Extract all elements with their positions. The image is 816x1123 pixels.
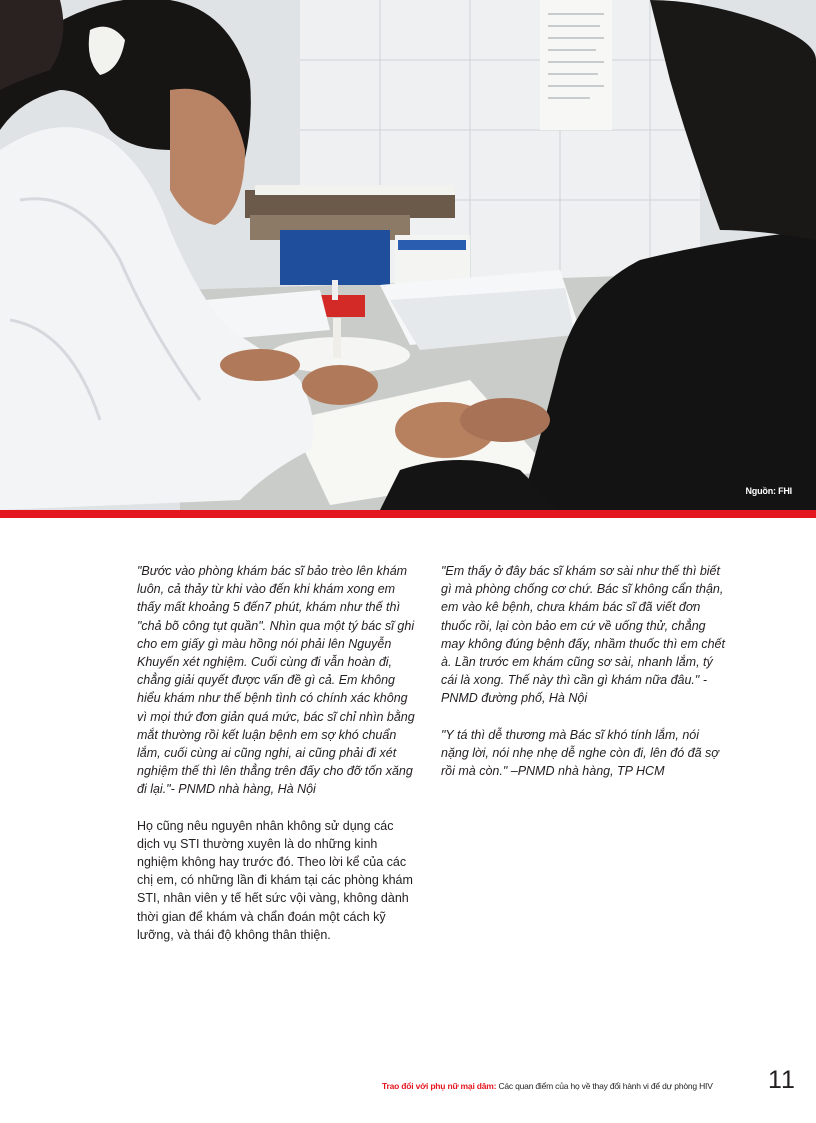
clinic-photo <box>0 0 816 510</box>
photo-credit: Nguồn: FHI <box>745 486 792 496</box>
quote-hanoi-street: "Em thấy ở đây bác sĩ khám sơ sài như thế thì biết gì mà phòng chống cơ chứ. Bác sĩ không cẩn thận, em vào kê bệnh, chưa khám bác sĩ đã viết đơn thuốc rồi, lại còn bảo em cứ về uống thử, chẳng may không đúng bệnh đấy, nhầm thuốc thì em chết à. Lần trước em khám cũng sơ sài, nhanh lắm, tý cái là xong. Thế này thì cần gì khám nữa đâu." -PNMD đường phố, Hà Nội <box>441 564 725 706</box>
page-footer <box>382 1081 713 1091</box>
quote-hanoi-restaurant: "Bước vào phòng khám bác sĩ bảo trèo lên khám luôn, cả thảy từ khi vào đến khi khám xong em thấy mất khoảng 5 đến7 phút, khám như thế thì "chả bõ công tụt quần". Nhìn qua một tý bác sĩ ghi cho em giấy gì màu hồng nói phải lên Nguyễn Khuyến xét nghiệm. Cuối cùng đi vẫn hoàn đi, chẳng giải quyết được vấn đề gì cả. Em không hiểu khám như thế bệnh tình có chính xác không vì mọi thứ đơn giản quá mức, bác sĩ chỉ nhìn bằng mắt thường rồi kết luận bệnh em sợ khó chuẩn lắm, cuối cùng ai cũng nghi, ai cũng phải đi xét nghiệm thế thì lên thẳng trên đấy cho đỡ tốn xăng đi lại."- PNMD nhà hàng, Hà Nội <box>137 564 415 797</box>
footer-title: Trao đổi với phụ nữ mại dâm: <box>382 1081 497 1091</box>
quote-hcm-restaurant: "Y tá thì dễ thương mà Bác sĩ khó tính lắm, nói nặng lời, nói nhẹ nhẹ dễ nghe còn đi, lên đó đã sợ rồi mà còn." –PNMD nhà hàng, TP HCM <box>441 727 719 779</box>
right-column <box>441 562 726 798</box>
page-number: 11 <box>768 1066 796 1094</box>
clinic-photo-icon <box>0 0 816 510</box>
left-column <box>137 562 415 962</box>
red-divider <box>0 510 816 518</box>
footer-subtitle: Các quan điểm của họ về thay đổi hành vi để dự phòng HIV <box>496 1081 713 1091</box>
body-paragraph: Họ cũng nêu nguyên nhân không sử dụng các dịch vụ STI thường xuyên là do những kinh nghiệm không hay trước đó. Theo lời kể của các chị em, có những lần đi khám tại các phòng khám STI, nhân viên y tế hết sức vội vàng, không dành thời gian để khám và chẩn đoán một cách kỹ lưỡng, và thái độ không thân thiện. <box>137 818 413 942</box>
